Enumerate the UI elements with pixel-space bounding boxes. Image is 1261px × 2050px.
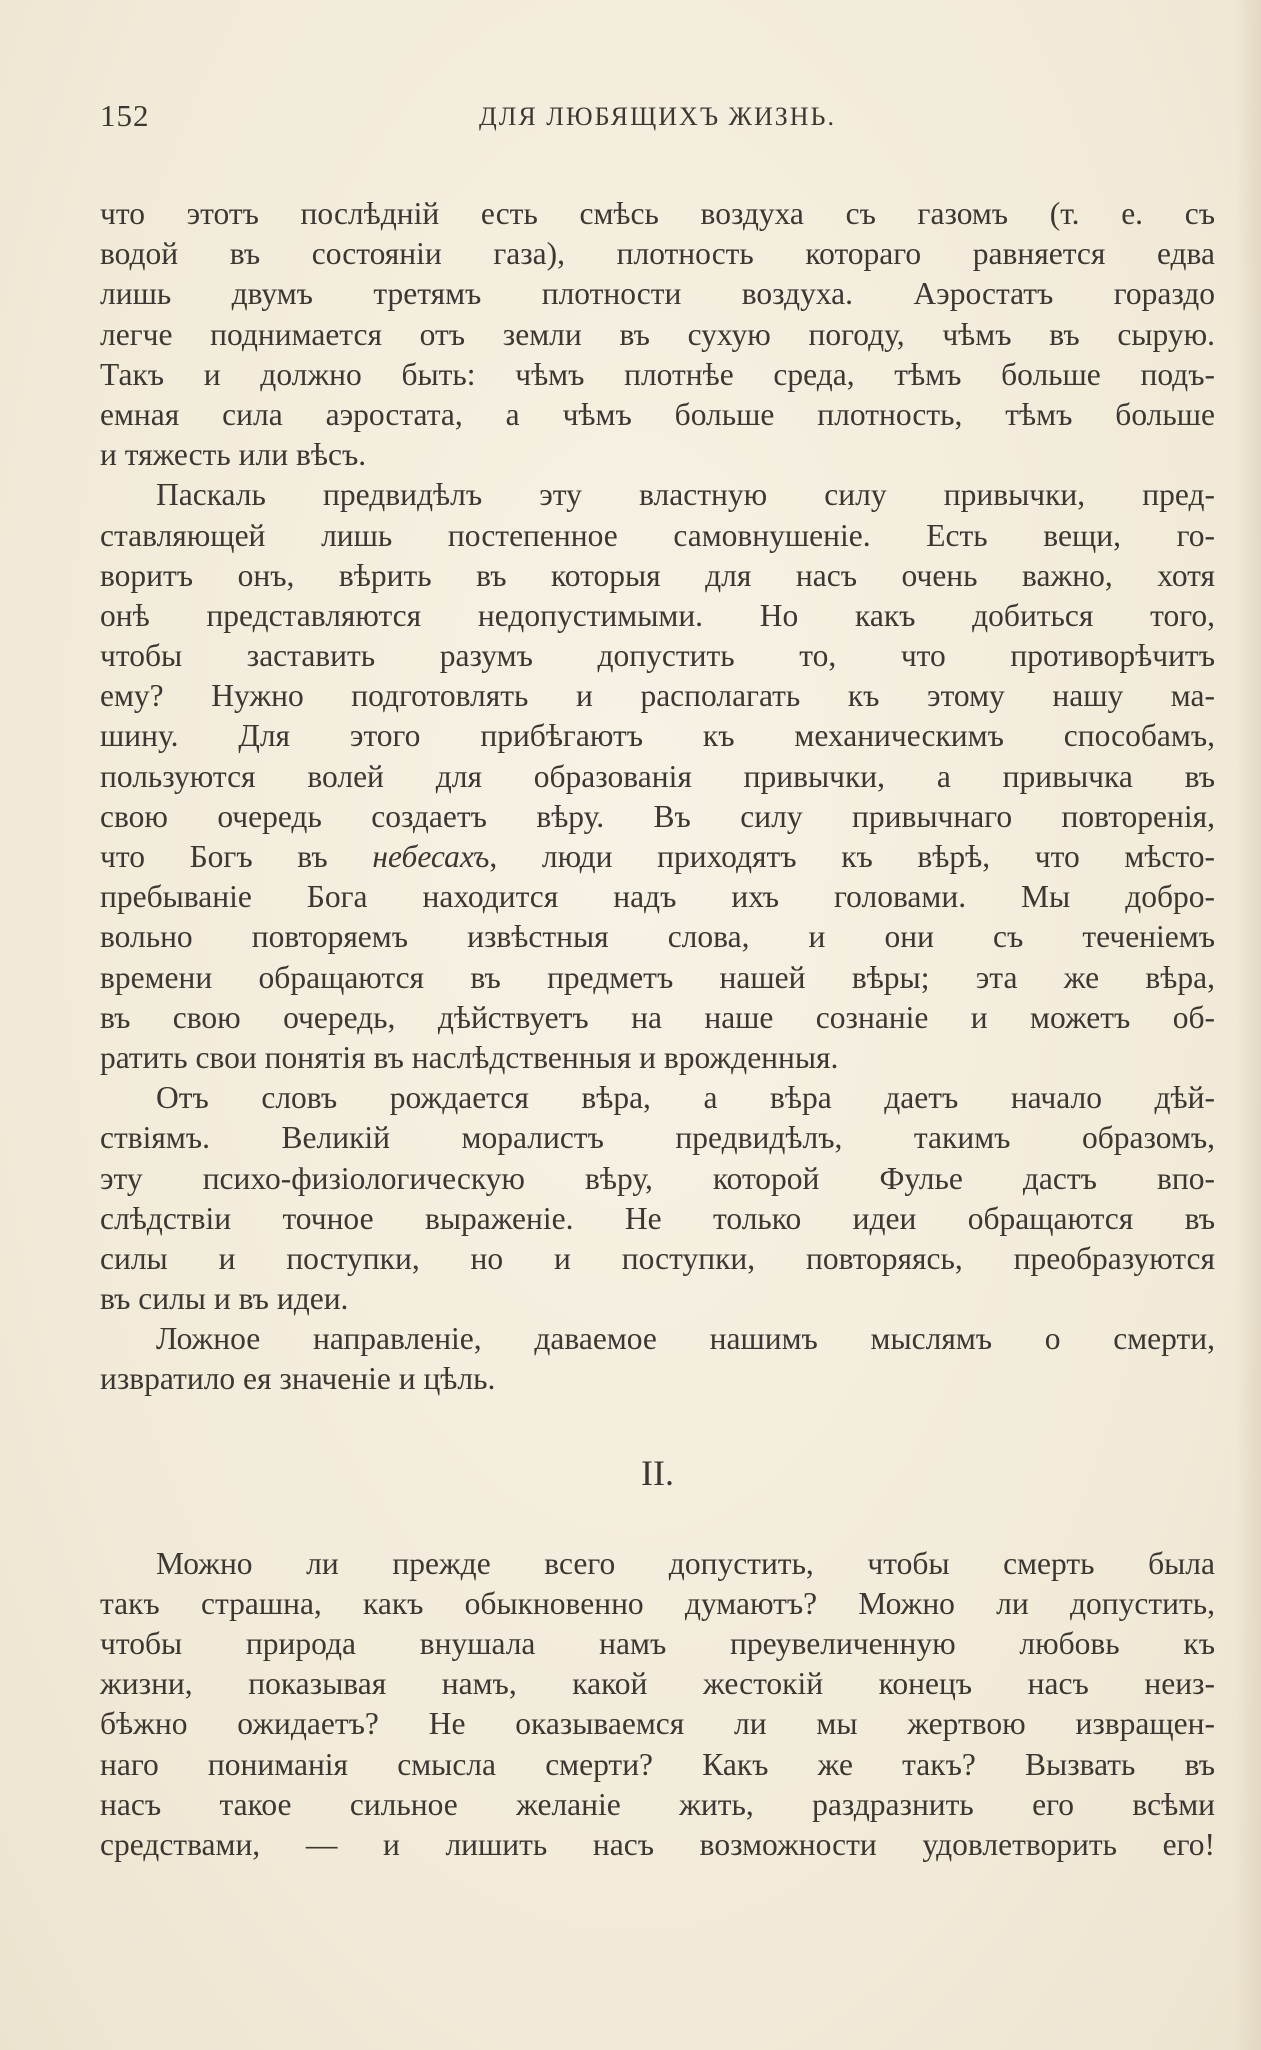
text-line: лишь двумъ третямъ плотности воздуха. Аэростатъ гораздо [100, 276, 1215, 312]
text-line: ствіямъ. Великій моралистъ предвидѣлъ, такимъ образомъ, [100, 1120, 1215, 1156]
text-line: слѣдствіи точное выраженіе. Не только идеи обращаются въ [100, 1200, 1215, 1236]
paragraph-3 [100, 1078, 1215, 1319]
text-line: Можно ли прежде всего допустить, чтобы смерть была [156, 1545, 1215, 1581]
text-line: Ложное направленіе, даваемое нашимъ мыслямъ о смерти, [156, 1321, 1215, 1357]
text-line: извратило ея значеніе и цѣль. [100, 1361, 496, 1397]
text-line: и тяжесть или вѣсъ. [100, 437, 367, 473]
text-line: чтобы природа внушала намъ преувеличенную любовь къ [100, 1626, 1215, 1661]
text-line: ему? Нужно подготовлять и располагать къ этому нашу ма- [100, 678, 1215, 714]
paragraph-1 [100, 194, 1215, 475]
page-header [100, 98, 1215, 138]
text-line: въ свою очередь, дѣйствуетъ на наше сознаніе и можетъ об- [100, 999, 1215, 1035]
text-line: вольно повторяемъ извѣстныя слова, и они съ теченіемъ [100, 919, 1215, 955]
text-line: Отъ словъ рождается вѣра, а вѣра даетъ начало дѣй- [156, 1080, 1215, 1116]
text-line: времени обращаются въ предметъ нашей вѣры; эта же вѣра, [100, 959, 1215, 995]
text-line: онѣ представляются недопустимыми. Но какъ добиться того, [100, 597, 1215, 633]
section-heading: II. [641, 1452, 674, 1493]
text-line: бѣжно ожидаетъ? Не оказываемся ли мы жертвою извращен- [100, 1706, 1215, 1742]
text-line: свою очередь создаетъ вѣру. Въ силу привычнаго повторенія, [100, 798, 1215, 834]
text-line: Такъ и должно быть: чѣмъ плотнѣе среда, тѣмъ больше подъ- [100, 356, 1215, 392]
text-line: средствами, — и лишить насъ возможности удовлетворить его! [100, 1826, 1215, 1862]
section-paragraph-1 [100, 1544, 1215, 1866]
text-line: водой въ состояніи газа), плотность котораго равняется едва [100, 236, 1215, 272]
text-line: воритъ онъ, вѣрить въ которыя для насъ очень важно, хотя [100, 557, 1215, 593]
text-line: наго пониманія смысла смерти? Какъ же такъ? Вызвать въ [100, 1746, 1215, 1782]
text-line: чтобы заставить разумъ допустить то, что противорѣчитъ [100, 638, 1215, 674]
page-edge-shading [1235, 0, 1261, 2050]
running-title: ДЛЯ ЛЮБЯЩИХЪ ЖИЗНЬ. [479, 102, 836, 131]
text-line: жизни, показывая намъ, какой жестокій конецъ насъ неиз- [100, 1666, 1215, 1702]
text-line: ратить свои понятія въ наслѣдственныя и врожденныя. [100, 1039, 839, 1075]
text-line: шину. Для этого прибѣгаютъ къ механическимъ способамъ, [100, 718, 1215, 754]
text-line: Паскаль предвидѣлъ эту властную силу привычки, пред- [156, 477, 1215, 513]
page-number: 152 [100, 98, 150, 133]
text-line: такъ страшна, какъ обыкновенно думаютъ? Можно ли допустить, [100, 1585, 1215, 1621]
text-line: насъ такое сильное желаніе жить, раздразнить его всѣми [100, 1786, 1215, 1822]
paragraph-2 [100, 475, 1215, 1078]
text-line: легче поднимается отъ земли въ сухую погоду, чѣмъ въ сырую. [100, 316, 1215, 352]
text-line: въ силы и въ идеи. [100, 1281, 349, 1317]
text-line: эту психо-физіологическую вѣру, которой Фулье дастъ впо- [100, 1160, 1215, 1196]
body-text [100, 194, 1215, 1865]
text-line: что Богъ въ небесахъ, люди приходятъ къ вѣрѣ, что мѣсто- [100, 839, 1215, 874]
emphasized-word: небесахъ [372, 839, 490, 874]
text-line: что этотъ послѣдній есть смѣсь воздуха съ газомъ (т. е. съ [100, 196, 1215, 231]
text-line: силы и поступки, но и поступки, повторяясь, преобразуются [100, 1240, 1215, 1276]
text-line: пребываніе Бога находится надъ ихъ головами. Мы добро- [100, 879, 1215, 915]
paragraph-4 [100, 1319, 1215, 1399]
text-line: емная сила аэростата, а чѣмъ больше плотность, тѣмъ больше [100, 396, 1215, 432]
text-line: пользуются волей для образованія привычки, а привычка въ [100, 758, 1215, 794]
text-line: ставляющей лишь постепенное самовнушеніе. Есть вещи, го- [100, 517, 1215, 553]
